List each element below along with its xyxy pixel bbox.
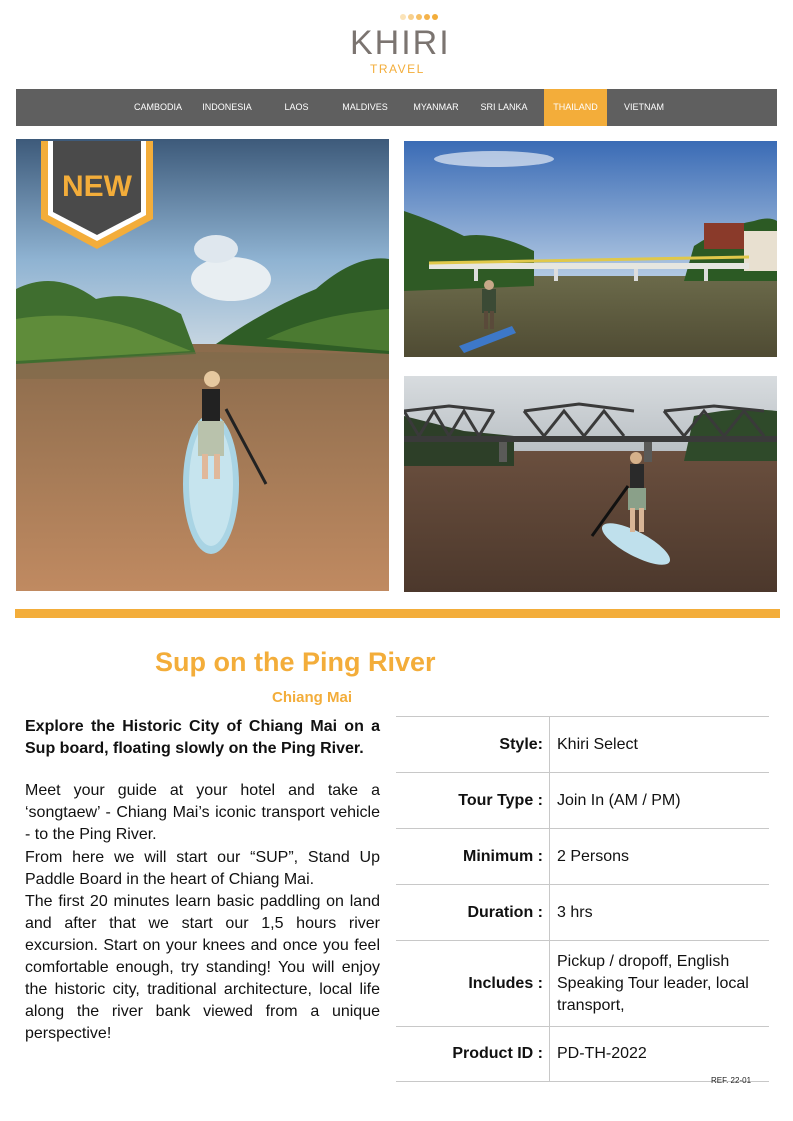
photo-sup-bridge	[404, 141, 777, 357]
logo-dot	[400, 14, 406, 20]
new-badge-label: NEW	[62, 170, 132, 203]
details-label: Duration :	[396, 885, 550, 940]
nav-item-sri-lanka[interactable]: SRI LANKA	[480, 102, 528, 112]
tour-paragraph: From here we will start our “SUP”, Stand Up Paddle Board in the heart of Chiang Mai.	[25, 849, 380, 888]
details-value: 2 Persons	[557, 847, 630, 865]
logo-dot	[432, 14, 438, 20]
photo-sup-iron-bridge	[404, 376, 777, 592]
details-label: Includes :	[396, 941, 550, 1026]
details-label: Tour Type :	[396, 773, 550, 828]
nav-item-maldives[interactable]: MALDIVES	[342, 102, 388, 112]
details-row-minimum	[396, 828, 769, 884]
details-label: Product ID :	[396, 1027, 550, 1081]
logo-subline: TRAVEL	[370, 62, 425, 76]
tour-paragraph: The first 20 minutes learn basic paddling on land and after that we start our 1,5 hours river excursion. Start on your knees and once you feel comfortable enough, try standing! You will enjoy the historic city, traditional architecture, local life along the river bank viewed from a unique perspective!	[25, 893, 380, 1042]
logo-dot	[424, 14, 430, 20]
nav-item-myanmar[interactable]: MYANMAR	[413, 102, 459, 112]
logo-dot	[408, 14, 414, 20]
tour-title: Sup on the Ping River	[155, 647, 436, 677]
details-value: PD-TH-2022	[557, 1045, 647, 1062]
logo-wordmark: KHIRI	[350, 24, 451, 62]
nav-item-vietnam[interactable]: VIETNAM	[623, 102, 664, 112]
nav-item-cambodia[interactable]: CAMBODIA	[133, 102, 182, 112]
details-row-includes	[396, 940, 769, 1026]
details-label: Style:	[396, 717, 550, 772]
details-row-product-id	[396, 1026, 769, 1082]
nav-item-indonesia[interactable]: INDONESIA	[202, 102, 252, 112]
khiri-travel-logo[interactable]	[340, 12, 455, 76]
details-value: Khiri Select	[557, 735, 638, 753]
nav-item-thailand[interactable]: THAILAND	[544, 89, 607, 126]
details-value: Join In (AM / PM)	[557, 791, 681, 809]
tour-paragraph: Meet your guide at your hotel and take a ‘songtaew’ - Chiang Mai’s iconic transport vehicle - to the Ping River.	[25, 782, 380, 843]
logo-dot	[416, 14, 422, 20]
details-row-tour-type	[396, 772, 769, 828]
reference-code: REF. 22-01	[711, 1076, 752, 1085]
tour-details-table	[396, 716, 769, 1082]
nav-item-laos[interactable]: LAOS	[284, 102, 309, 112]
tour-intro: Explore the Historic City of Chiang Mai on a Sup board, floating slowly on the Ping River.	[25, 718, 380, 757]
country-nav	[16, 89, 777, 126]
details-row-style	[396, 716, 769, 772]
details-value: Pickup / dropoff, English Speaking Tour leader, local transport,	[557, 952, 749, 1014]
section-divider	[15, 609, 780, 618]
details-row-duration	[396, 884, 769, 940]
details-label: Minimum :	[396, 829, 550, 884]
new-badge	[41, 141, 153, 251]
details-value: 3 hrs	[557, 903, 593, 921]
logo-dots	[400, 14, 438, 20]
tour-location: Chiang Mai	[272, 689, 353, 706]
